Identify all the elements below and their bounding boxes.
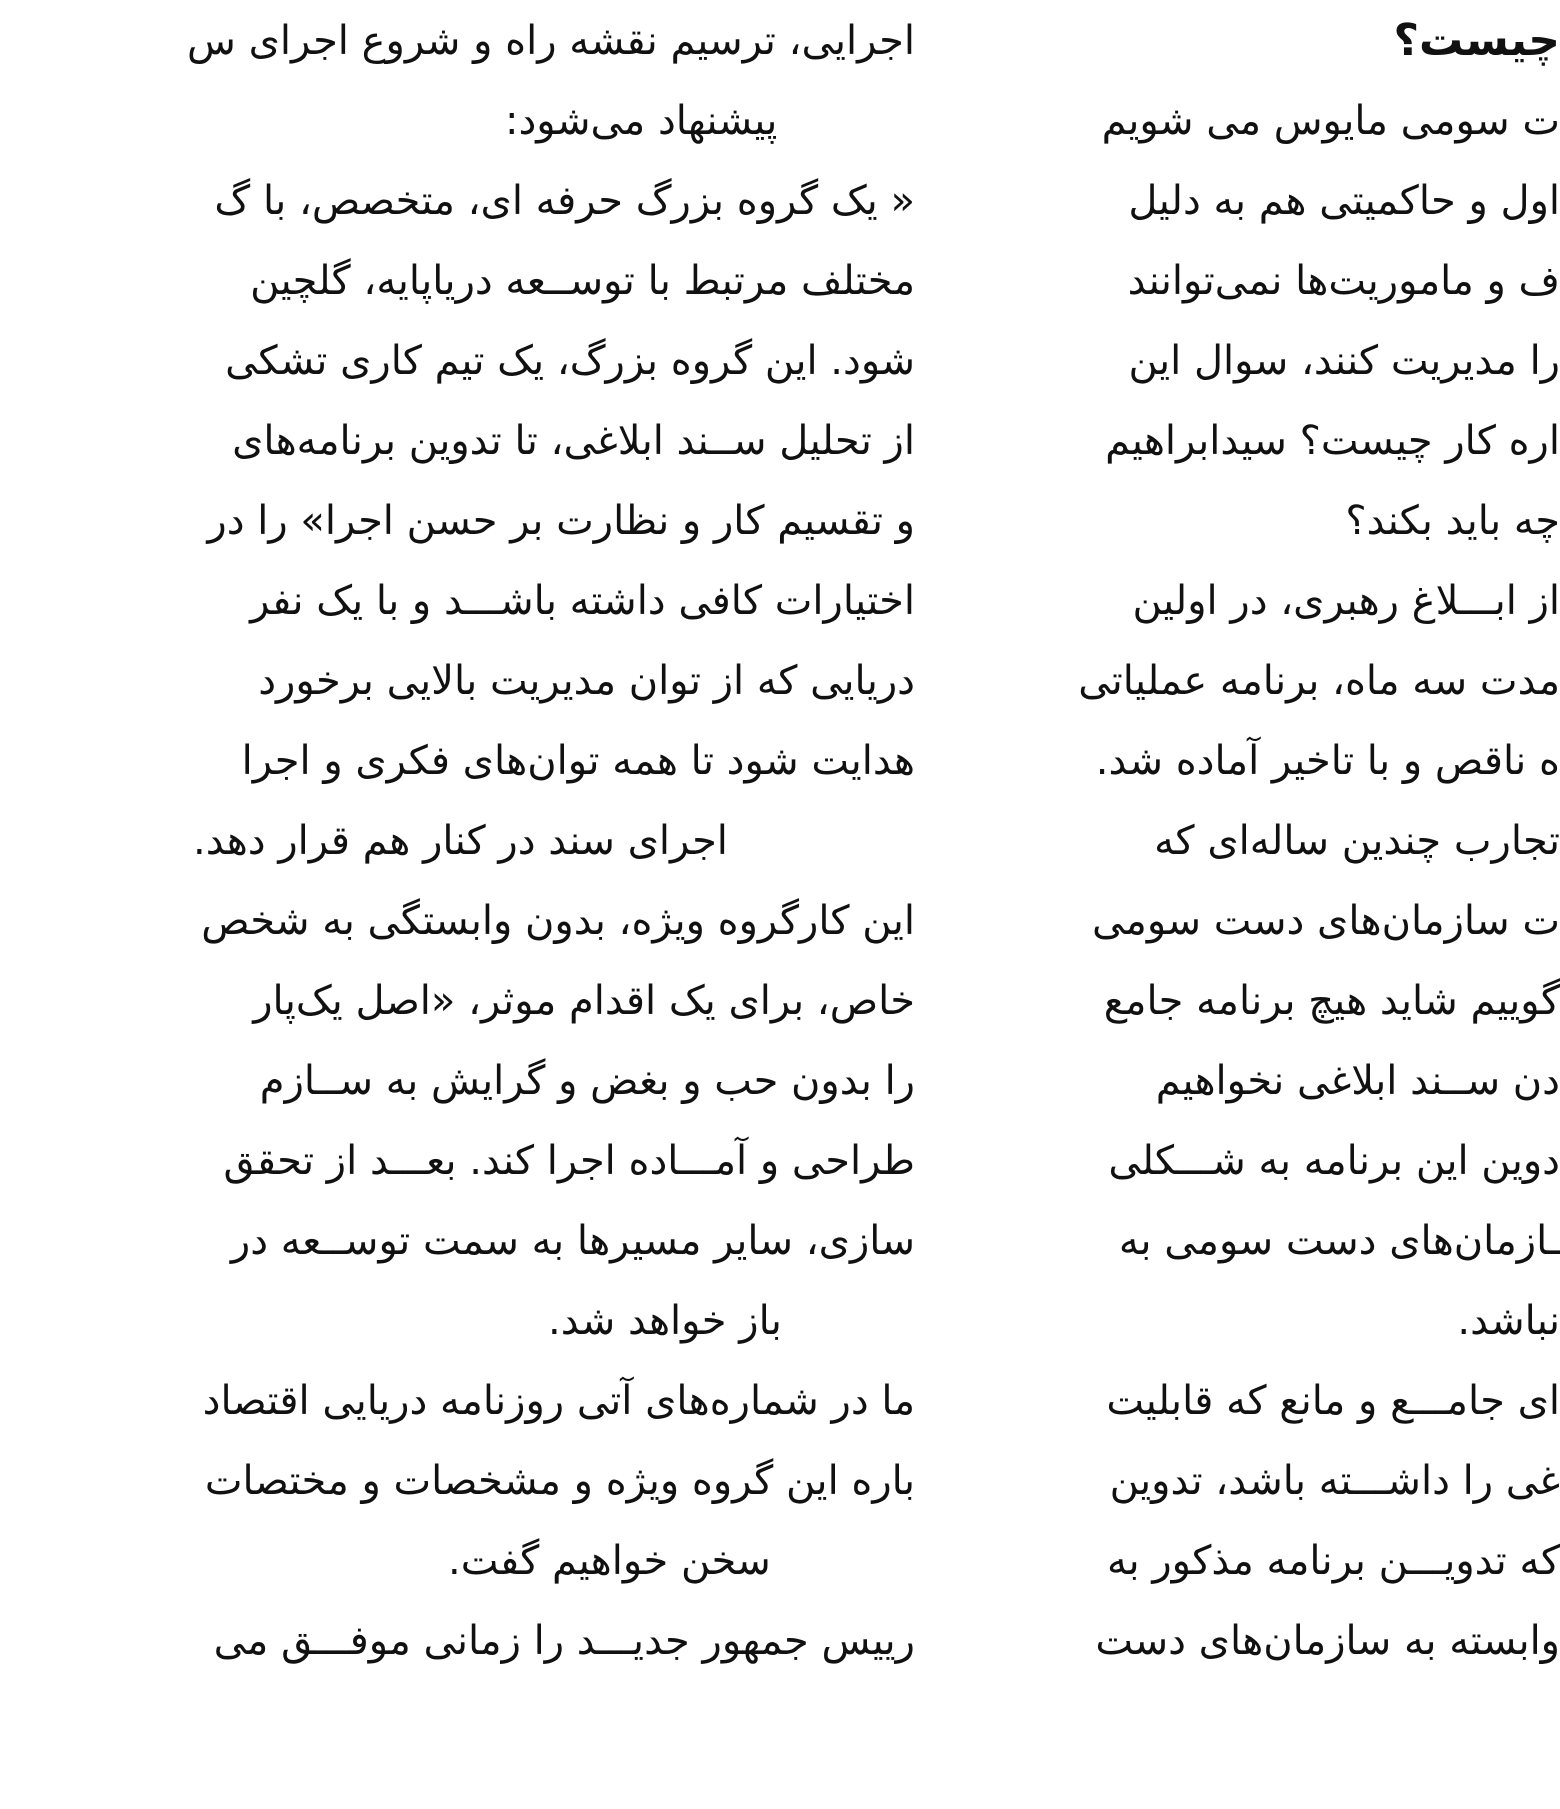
text-line: دریایی که از توان مدیریت بالایی برخورد <box>258 658 915 704</box>
text-line: پیشنهاد می‌شود: <box>505 98 778 144</box>
section-heading: چیست؟ <box>1393 15 1560 66</box>
text-line: دن ســند ابلاغی نخواهیم <box>1155 1058 1560 1104</box>
text-line: مختلف مرتبط با توســعه دریاپایه، گلچین <box>250 258 915 304</box>
text-line: اول و حاکمیتی هم به دلیل <box>1128 178 1560 224</box>
text-line: غی را داشـــته باشد، تدوین <box>1109 1458 1560 1504</box>
text-line: گوییم شاید هیچ برنامه جامع <box>1103 978 1560 1024</box>
text-line: سازی، سایر مسیرها به سمت توســعه در <box>230 1218 915 1264</box>
text-line: طراحی و آمـــاده اجرا کند. بعـــد از تحقق <box>223 1138 915 1184</box>
text-line: از تحلیل ســند ابلاغی، تا تدوین برنامه‌های <box>232 418 915 464</box>
text-line: شود. این گروه بزرگ، یک تیم کاری تشکی <box>225 338 915 384</box>
text-line: که تدویـــن برنامه مذکور به <box>1107 1538 1560 1584</box>
text-line: نباشد. <box>1457 1298 1560 1344</box>
text-line: ه ناقص و با تاخیر آماده شد. <box>1095 738 1560 784</box>
text-line: ف و ماموریت‌ها نمی‌توانند <box>1127 258 1560 304</box>
text-line: وابسته به سازمان‌های دست <box>1095 1618 1560 1664</box>
text-line: از ابـــلاغ رهبری، در اولین <box>1132 578 1560 624</box>
text-line: سخن خواهیم گفت. <box>448 1538 771 1584</box>
text-line: اجرایی، ترسیم نقشه راه و شروع اجرای س <box>187 18 915 64</box>
text-line: چه باید بکند؟ <box>1345 498 1560 544</box>
text-line: دوین این برنامه به شـــکلی <box>1108 1138 1560 1184</box>
text-line: تجارب چندین ساله‌ای که <box>1154 818 1560 864</box>
text-line: ای جامـــع و مانع که قابلیت <box>1106 1378 1560 1424</box>
text-line: و تقسیم کار و نظارت بر حسن اجرا» را در <box>207 498 915 544</box>
text-line: رییس جمهور جدیـــد را زمانی موفـــق می <box>213 1618 915 1664</box>
text-line: این کارگروه ویژه، بدون وابستگی به شخص <box>201 898 915 944</box>
text-line: را مدیریت کنند، سوال این <box>1128 338 1560 384</box>
text-line: اجرای سند در کنار هم قرار دهد. <box>193 818 728 864</box>
article-column-right <box>905 0 1560 1809</box>
text-line: باز خواهد شد. <box>548 1298 782 1344</box>
text-line: اختیارات کافی داشته باشـــد و با یک نفر <box>250 578 915 624</box>
text-line: ما در شماره‌های آتی روزنامه دریایی اقتصاد <box>202 1378 915 1424</box>
text-line: « یک گروه بزرگ حرفه ای، متخصص، با گ <box>214 178 915 224</box>
text-line: را بدون حب و بغض و گرایش به ســازم <box>259 1058 915 1104</box>
text-line: اره کار چیست؟ سیدابراهیم <box>1105 418 1560 464</box>
text-line: مدت سه ماه، برنامه عملیاتی <box>1078 658 1560 704</box>
text-line: ـازمان‌های دست سومی به <box>1118 1218 1560 1264</box>
text-line: باره این گروه ویژه و مشخصات و مختصات <box>204 1458 915 1504</box>
text-line: ت سومی مایوس می شویم <box>1101 98 1560 144</box>
text-line: ت سازمان‌های دست سومی <box>1092 898 1560 944</box>
text-line: هدایت شود تا همه توان‌های فکری و اجرا <box>241 738 915 784</box>
text-line: خاص، برای یک اقدام موثر، «اصل یک‌پار <box>253 978 915 1024</box>
